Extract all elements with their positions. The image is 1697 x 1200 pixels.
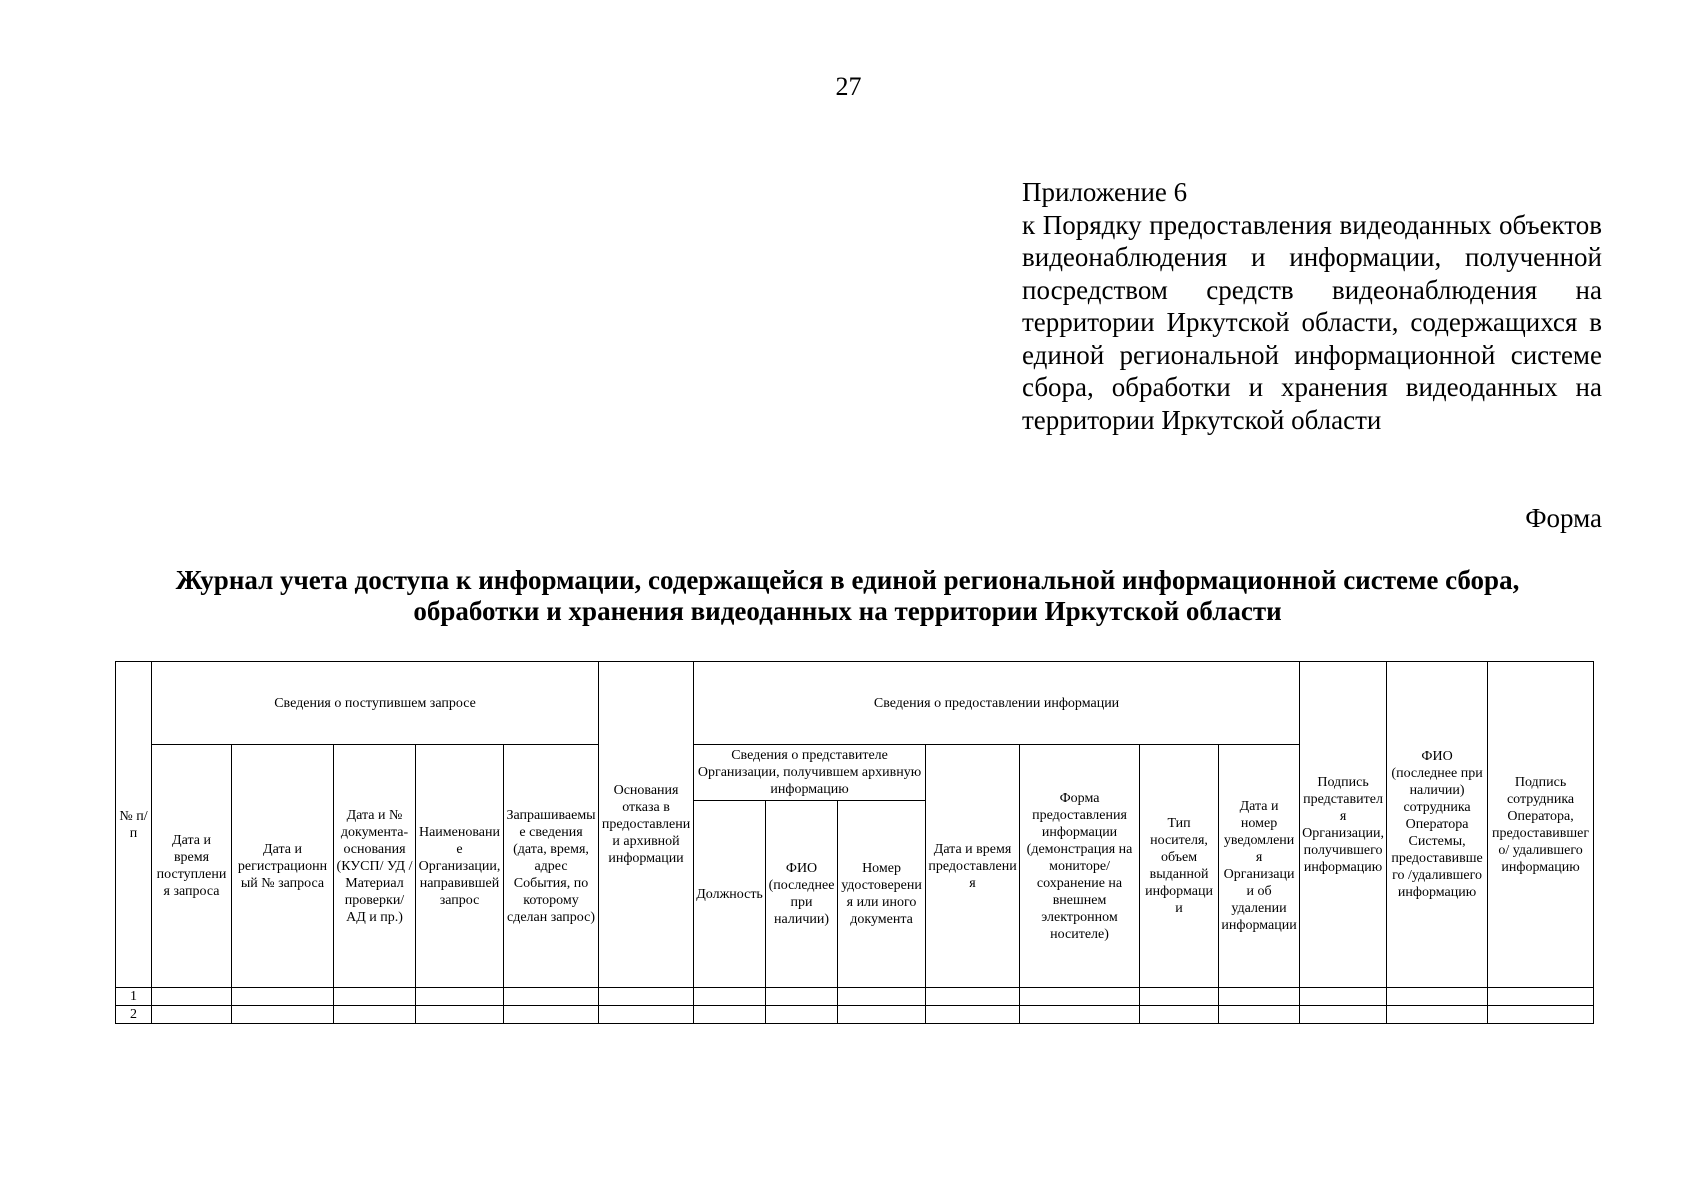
journal-title: Журнал учета доступа к информации, содержащейся в единой региональной информационной системе сбора, обработки и хранения видеоданных на территории Иркутской области (175, 565, 1520, 626)
table-cell (334, 1006, 416, 1024)
table-cell (1387, 1006, 1488, 1024)
header-representative-group: Сведения о представителе Организации, получившем архивную информацию (694, 745, 926, 801)
header-media-type: Тип носителя, объем выданной информации (1140, 745, 1219, 988)
table-cell (599, 988, 694, 1006)
table-cell (766, 988, 838, 1006)
table-cell (838, 988, 926, 1006)
table-cell (838, 1006, 926, 1024)
table-cell (334, 988, 416, 1006)
header-rep-position: Должность (694, 801, 766, 988)
table-cell (504, 988, 599, 1006)
table-cell (1219, 1006, 1300, 1024)
header-request-regnum: Дата и регистрационный № запроса (232, 745, 334, 988)
table-cell (232, 1006, 334, 1024)
journal-table (115, 661, 1594, 1024)
table-cell (694, 1006, 766, 1024)
table-cell (232, 988, 334, 1006)
header-request-basis-doc: Дата и № документа-основания (КУСП/ УД /Материал проверки/АД и пр.) (334, 745, 416, 988)
header-request-datetime: Дата и время поступления запроса (152, 745, 232, 988)
table-cell (1488, 1006, 1594, 1024)
table-cell (1140, 988, 1219, 1006)
table-cell (1300, 988, 1387, 1006)
row-number: 2 (116, 1006, 152, 1024)
table-cell (1387, 988, 1488, 1006)
table-cell (1300, 1006, 1387, 1024)
table-cell (504, 1006, 599, 1024)
table-cell (1020, 1006, 1140, 1024)
table-cell (926, 1006, 1020, 1024)
header-request-group: Сведения о поступившем запросе (152, 662, 599, 745)
appendix-text: к Порядку предоставления видеоданных объектов видеонаблюдения и информации, полученной посредством средств видеонаблюдения на территории Иркутской области, содержащихся в единой региональной информационной системе сбора, обработки и хранения видеоданных на территории Иркутской области (1022, 209, 1602, 435)
header-operator-signature: Подпись сотрудника Оператора, предоставившего/ удалившего информацию (1488, 662, 1594, 988)
header-request-details: Запрашиваемые сведения (дата, время, адрес События, по которому сделан запрос) (504, 745, 599, 988)
header-request-org: Наименование Организации, направившей запрос (416, 745, 504, 988)
table-cell (416, 1006, 504, 1024)
table-cell (1020, 988, 1140, 1006)
table-cell (926, 988, 1020, 1006)
appendix-block (1022, 176, 1602, 436)
header-rep-fio: ФИО (последнее при наличии) (766, 801, 838, 988)
table-cell (152, 988, 232, 1006)
table-cell (1219, 988, 1300, 1006)
appendix-title: Приложение 6 (1022, 177, 1188, 207)
table-cell (152, 1006, 232, 1024)
header-operator-fio: ФИО (последнее при наличии) сотрудника Оператора Системы, предоставившего /удалившего информацию (1387, 662, 1488, 988)
header-provision-form: Форма предоставления информации (демонстрация на мониторе/сохранение на внешнем электронном носителе) (1020, 745, 1140, 988)
header-num: № п/п (116, 662, 152, 988)
header-provision-group: Сведения о предоставлении информации (694, 662, 1300, 745)
row-number: 1 (116, 988, 152, 1006)
table-cell (694, 988, 766, 1006)
table-row (116, 1006, 1594, 1024)
header-refusal: Основания отказа в предоставлении архивной информации (599, 662, 694, 988)
page-number: 27 (835, 72, 862, 101)
header-deletion-notice: Дата и номер уведомления Организации об удалении информации (1219, 745, 1300, 988)
header-provision-datetime: Дата и время предоставления (926, 745, 1020, 988)
table-cell (416, 988, 504, 1006)
header-rep-id-doc: Номер удостоверения или иного документа (838, 801, 926, 988)
forma-label: Форма (1525, 503, 1602, 533)
table-cell (599, 1006, 694, 1024)
table-row (116, 988, 1594, 1006)
table-cell (1488, 988, 1594, 1006)
table-cell (1140, 1006, 1219, 1024)
table-cell (766, 1006, 838, 1024)
header-signature-representative: Подпись представителя Организации, получившего информацию (1300, 662, 1387, 988)
